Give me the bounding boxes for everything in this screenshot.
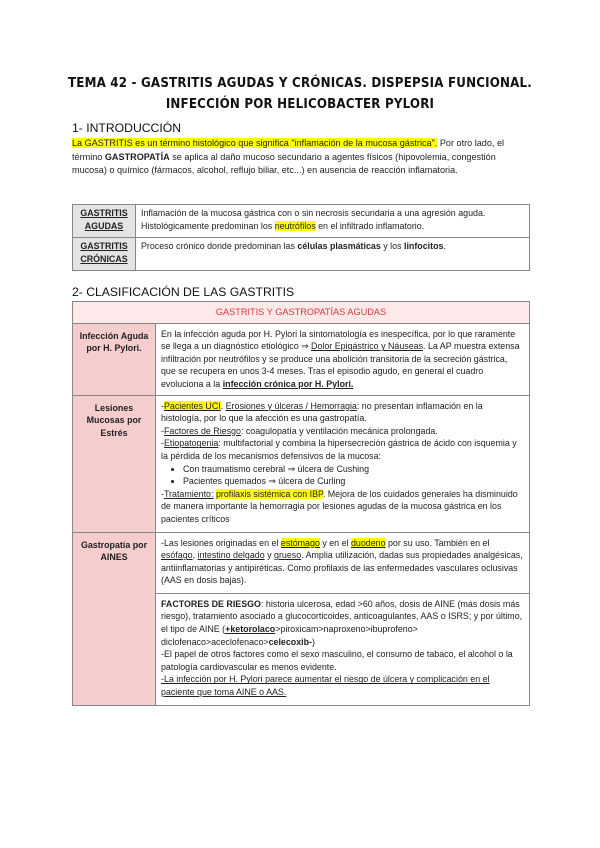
list-item: • Pacientes quemados ⇒ úlcera de Curling [183,475,524,488]
list-item: • Con traumatismo cerebral ⇒ úlcera de Cushing [183,463,524,476]
list [161,463,524,488]
table-row [73,238,530,271]
table-header: GASTRITIS Y GASTROPATÍAS AGUDAS [73,302,530,324]
definition-gastritis-agudas: Inflamación de la mucosa gástrica con o sin necrosis secundaria a una agresión aguda. Histológicamente predominan los neutrófilos en el infiltrado inflamatorio. [136,205,530,238]
document-subtitle: INFECCIÓN POR HELICOBACTER PYLORI [165,97,435,112]
row-content-factores-riesgo: FACTORES DE RIESGO: historia ulcerosa, edad >60 años, dosis de AINE (más dosis más riesgo), tratamiento asociado a glucocorticoides, anticoagulantes, AAS o ISRS; y por último, el tipo de AINE (+ketorolaco>piroxicam>naproxeno>ibuprofeno> diclofenaco>aceclofenaco>celecoxib-) -El papel de otros factores como el sexo masculino, el consumo de tabaco, el alcohol o la patología cardiovascular es menos evidente. -La infección por H. Pylori parece aumentar el riesgo de úlcera y complicación en el paciente que toma AINE o AAS. [156,593,530,705]
table-row [73,532,530,593]
definition-gastritis-cronicas: Proceso crónico donde predominan las células plasmáticas y los linfocitos. [136,238,530,271]
table-row [73,395,530,532]
definitions-table [72,204,530,271]
table-row [73,323,530,395]
gastritis-definition: La GASTRITIS es un término histológico que significa "inflamación de la mucosa gástrica". [72,138,438,148]
table-row [73,205,530,238]
document-title: TEMA 42 - GASTRITIS AGUDAS Y CRÓNICAS. DISPEPSIA FUNCIONAL. [67,76,533,91]
term-gastritis-cronicas: GASTRITIS CRÓNICAS [73,238,136,271]
intro-paragraph: La GASTRITIS es un término histológico que significa "inflamación de la mucosa gástrica". Por otro lado, el término GASTROPATÍA se aplica al daño mucoso secundario a agentes físicos (hipovolemia, congestión mucosa) o químico (fármacos, alcohol, reflujo biliar, etc...) en ausencia de reacción inflamatoria. [72,138,505,176]
section-heading-clasificacion: 2- CLASIFICACIÓN DE LAS GASTRITIS [72,285,295,299]
row-content-estres: -Pacientes UCI. Erosiones y úlceras / Hemorragia: no presentan inflamación en la histología, por lo que la afección es una gastropatía. -Factores de Riesgo: coagulopatía y ventilación mecánica prolongada. -Etiopatogenia: multifactorial y combina la hipersecreción gástrica de ácido con isquemia y la pérdida de los mecanismos defensivos de la mucosa: • Con traumatismo cerebral ⇒ úlcera de Cushing • Pacientes quemados ⇒ úlcera de Curling -Tratamiento: profilaxis sistémica con IBP. Mejora de los cuidados generales ha disminuido de manera importante la hemorragia por lesiones agudas de la mucosa gástrica en los pacientes críticos [156,395,530,532]
row-content-hpylori: En la infección aguda por H. Pylori la sintomatología es inespecífica, por lo que raramente se llega a un diagnóstico etiológico ⇒ Dolor Epigástrico y Náuseas. La AP muestra extensa infiltración por neutrófilos y se produce una abolición transitoria de la secreción gástrica, que se recupera en unos 3-4 meses. Tras el episodio agudo, en general el cuadro evoluciona a la infección crónica por H. Pylori. [156,323,530,395]
classification-table [72,301,530,706]
row-label-aines: Gastropatía por AINES [73,532,156,705]
term-gastritis-agudas: GASTRITIS AGUDAS [73,205,136,238]
section-heading-intro: 1- INTRODUCCIÓN [72,121,182,135]
row-content-aines: -Las lesiones originadas en el estómago y en el duodeno por su uso. También en el esófago, intestino delgado y grueso. Amplia utilización, dadas sus propiedades analgésicas, antiinflamatorias y antipiréticas. Como profilaxis de las enfermedades vasculares oclusivas (AAS en dosis bajas). [156,532,530,593]
row-label-estres: Lesiones Mucosas por Estrés [73,395,156,532]
table-row [73,302,530,324]
row-label-hpylori: Infección Aguda por H. Pylori. [73,323,156,395]
